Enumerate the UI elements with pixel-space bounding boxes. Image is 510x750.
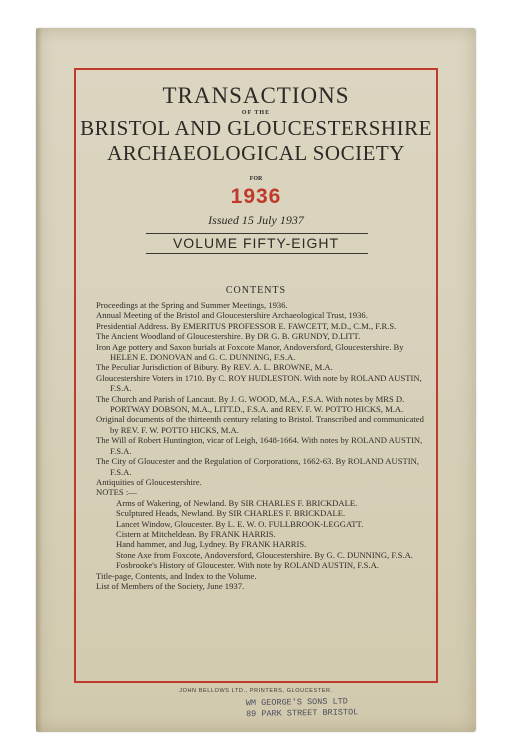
contents-entry: The Will of Robert Huntington, vicar of Leigh, 1648-1664. With notes by ROLAND AUSTIN, F.S.A. [96,435,423,456]
contents-heading: CONTENTS [225,285,287,296]
contents-entry: The Church and Parish of Lancaut. By J. G. WOOD, M.A., F.S.A. With notes by MRS D. PORTWAY DOBSON, M.A., LITT.D., F.S.A. and REV. F. W. POTTO HICKS, M.A. [96,393,405,415]
year: 1936 [230,185,282,208]
contents-entry: Iron Age pottery and Saxon burials at Foxcote Manor, Andoversford, Gloucestershire. By HELEN E. DONOVAN and G. C. DUNNING, F.S.A. [96,341,404,363]
contents-list [96,300,426,591]
contents-entry: Lancet Window, Gloucester. By L. E. W. O. FULLBROOK-LEGGATT. [116,518,364,529]
contents-entry: Antiquities of Gloucestershire. [96,476,202,487]
contents-entry: Proceedings at the Spring and Summer Meetings, 1936. [96,300,288,310]
stamp-line-1: WM GEORGE'S SONS LTD [245,696,348,709]
issued-date: Issued 15 July 1937 [208,213,304,227]
contents-entry: The Peculiar Jurisdiction of Bibury. By REV. A. L. BROWNE, M.A. [96,362,333,373]
contents-entry: The City of Gloucester and the Regulation of Corporations, 1662-63. By ROLAND AUSTIN, F.S.A. [96,456,419,477]
contents-entry: Stone Axe from Foxcote, Andoversford, Gloucestershire. By G. C. DUNNING, F.S.A. [116,549,413,560]
contents-entry: NOTES :— [96,487,137,498]
title-of-the: OF THE [241,110,271,116]
title-transactions: TRANSACTIONS [162,83,350,108]
contents-entry: Hand hammer, and Jug, Lydney. By FRANK HARRIS. [116,539,307,550]
printer-imprint: JOHN BELLOWS LTD., PRINTERS, GLOUCESTER. [179,688,333,694]
title-society-name: ARCHAEOLOGICAL SOCIETY [107,141,405,165]
contents-entry: Arms of Wakering, of Newland. By SIR CHARLES F. BRICKDALE. [116,497,358,508]
volume-number: VOLUME FIFTY-EIGHT [172,235,340,251]
stamp-line-2: 89 PARK STREET BRISTOL [245,707,359,720]
contents-entry: The Ancient Woodland of Gloucestershire. By DR G. B. GRUNDY, D.LITT. [96,331,361,342]
contents-entry: Presidential Address. By EMERITUS PROFESSOR E. FAWCETT, M.D., C.M., F.R.S. [96,320,397,331]
contents-entry: Original documents of the thirteenth century relating to Bristol. Transcribed and communicated by REV. F. W. POTTO HICKS, M.A. [96,414,424,435]
bookseller-stamp [246,696,387,728]
contents-entry: Sculptured Heads, Newland. By SIR CHARLES F. BRICKDALE. [116,508,346,519]
title-society-region: BRISTOL AND GLOUCESTERSHIRE [80,116,432,140]
contents-entry: Fosbrooke's History of Gloucester. With note by ROLAND AUSTIN, F.S.A. [116,560,379,571]
contents-entry: Annual Meeting of the Bristol and Gloucestershire Archaeological Trust, 1936. [96,310,368,321]
contents-entry: Title-page, Contents, and Index to the Volume. [96,570,257,581]
book-cover [36,28,476,732]
volume-rule-bottom [146,253,368,254]
contents-entry: Cistern at Mitcheldean. By FRANK HARRIS. [116,528,276,539]
volume-rule-top [146,233,368,234]
contents-entry: List of Members of the Society, June 1937. [96,580,245,591]
contents-entry: Gloucestershire Voters in 1710. By C. ROY HUDLESTON. With note by ROLAND AUSTIN, F.S.A. [96,372,422,394]
label-for: FOR [249,176,263,182]
